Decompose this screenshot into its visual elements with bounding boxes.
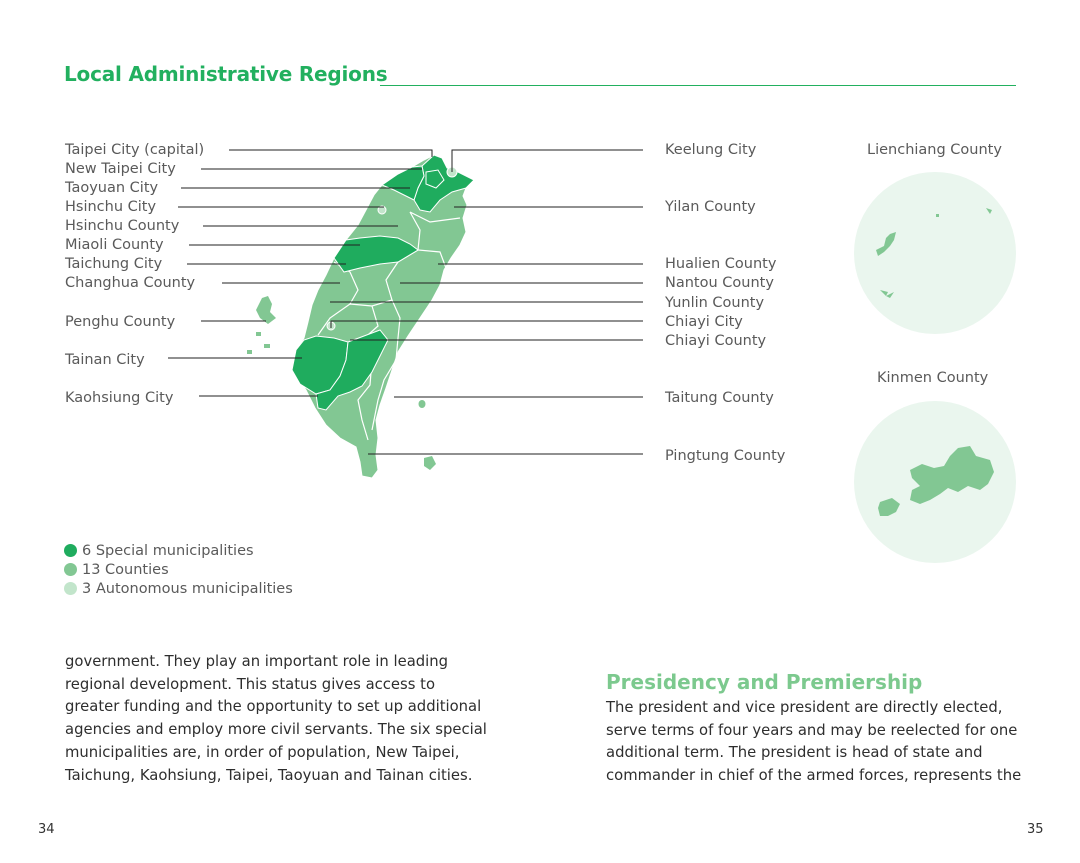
taiwan-island-shape (292, 155, 474, 478)
text-line: greater funding and the opportunity to set up additional (65, 698, 482, 716)
label-hsinchu-county: Hsinchu County (65, 218, 180, 234)
green-island-shape (419, 400, 426, 408)
text-line: serve terms of four years and may be reelected for one (606, 721, 1018, 739)
county-borders (318, 212, 460, 440)
tainan-city-shape (292, 336, 348, 394)
label-changhua-county: Changhua County (65, 275, 196, 291)
label-taichung-city: Taichung City (65, 256, 163, 272)
text-line: regional development. This status gives access to (65, 675, 436, 693)
taichung-city-shape (334, 236, 418, 272)
orchid-island-shape (424, 456, 436, 470)
kaohsiung-city-shape (316, 330, 388, 410)
right-leader-lines (330, 150, 643, 454)
legend (64, 541, 293, 598)
taipei-city-shape (426, 170, 444, 188)
label-hsinchu-city: Hsinchu City (65, 199, 157, 215)
text-line: agencies and employ more civil servants. The six special (65, 721, 487, 739)
body-text-left (65, 651, 487, 787)
legend-label: 6 Special municipalities (82, 542, 254, 559)
legend-label: 3 Autonomous municipalities (82, 580, 293, 597)
new-taipei-city-shape (414, 155, 474, 212)
label-miaoli-county: Miaoli County (65, 237, 164, 253)
label-yilan-county: Yilan County (665, 199, 756, 215)
kinmen-inset-circle (854, 401, 1016, 563)
body-text-right (606, 697, 1021, 788)
label-pingtung-county: Pingtung County (665, 448, 786, 464)
text-line: commander in chief of the armed forces, represents the (606, 767, 1022, 785)
penghu-islet-2 (264, 344, 270, 348)
text-line: additional term. The president is head of state and (606, 744, 983, 762)
label-tainan-city: Tainan City (65, 352, 145, 368)
page-number-left: 34 (38, 822, 55, 837)
penghu-islet-3 (247, 350, 252, 354)
legend-item-autonomous (64, 579, 293, 598)
text-line: The president and vice president are directly elected, (606, 699, 1003, 716)
lienchiang-inset-circle (854, 172, 1016, 334)
left-leader-lines (168, 150, 432, 396)
label-chiayi-county: Chiayi County (665, 333, 767, 349)
label-keelung-city: Keelung City (665, 142, 757, 158)
label-taitung-county: Taitung County (665, 390, 774, 406)
title-rule (380, 85, 1016, 86)
label-kaohsiung-city: Kaohsiung City (65, 390, 174, 406)
text-line: government. They play an important role in leading (65, 653, 449, 670)
text-line: Taichung, Kaohsiung, Taipei, Taoyuan and Tainan cities. (65, 766, 473, 784)
penghu-islet-1 (256, 332, 261, 336)
legend-item-municipalities (64, 541, 293, 560)
penghu-islands-shape (256, 296, 276, 324)
legend-swatch-county (64, 563, 77, 576)
label-chiayi-city: Chiayi City (665, 314, 743, 330)
hsinchu-city-shape (378, 206, 386, 214)
legend-swatch-autonomous (64, 582, 77, 595)
section-title: Local Administrative Regions (64, 62, 388, 86)
label-new-taipei-city: New Taipei City (65, 161, 176, 177)
label-lienchiang-county: Lienchiang County (867, 142, 1002, 158)
legend-label: 13 Counties (82, 561, 169, 578)
label-nantou-county: Nantou County (665, 275, 774, 291)
legend-item-counties (64, 560, 293, 579)
label-hualien-county: Hualien County (665, 256, 777, 272)
keelung-city-shape (447, 167, 457, 177)
label-yunlin-county: Yunlin County (665, 295, 765, 311)
label-taoyuan-city: Taoyuan City (65, 180, 159, 196)
label-kinmen-county: Kinmen County (877, 370, 989, 386)
taoyuan-city-shape (382, 166, 424, 200)
label-taipei-city: Taipei City (capital) (65, 142, 205, 158)
text-line: municipalities are, in order of population, New Taipei, (65, 743, 460, 761)
page-number-right: 35 (1027, 822, 1044, 837)
chiayi-city-shape (327, 322, 335, 330)
label-penghu-county: Penghu County (65, 314, 176, 330)
section-heading: Presidency and Premiership (606, 670, 923, 694)
legend-swatch-municipality (64, 544, 77, 557)
